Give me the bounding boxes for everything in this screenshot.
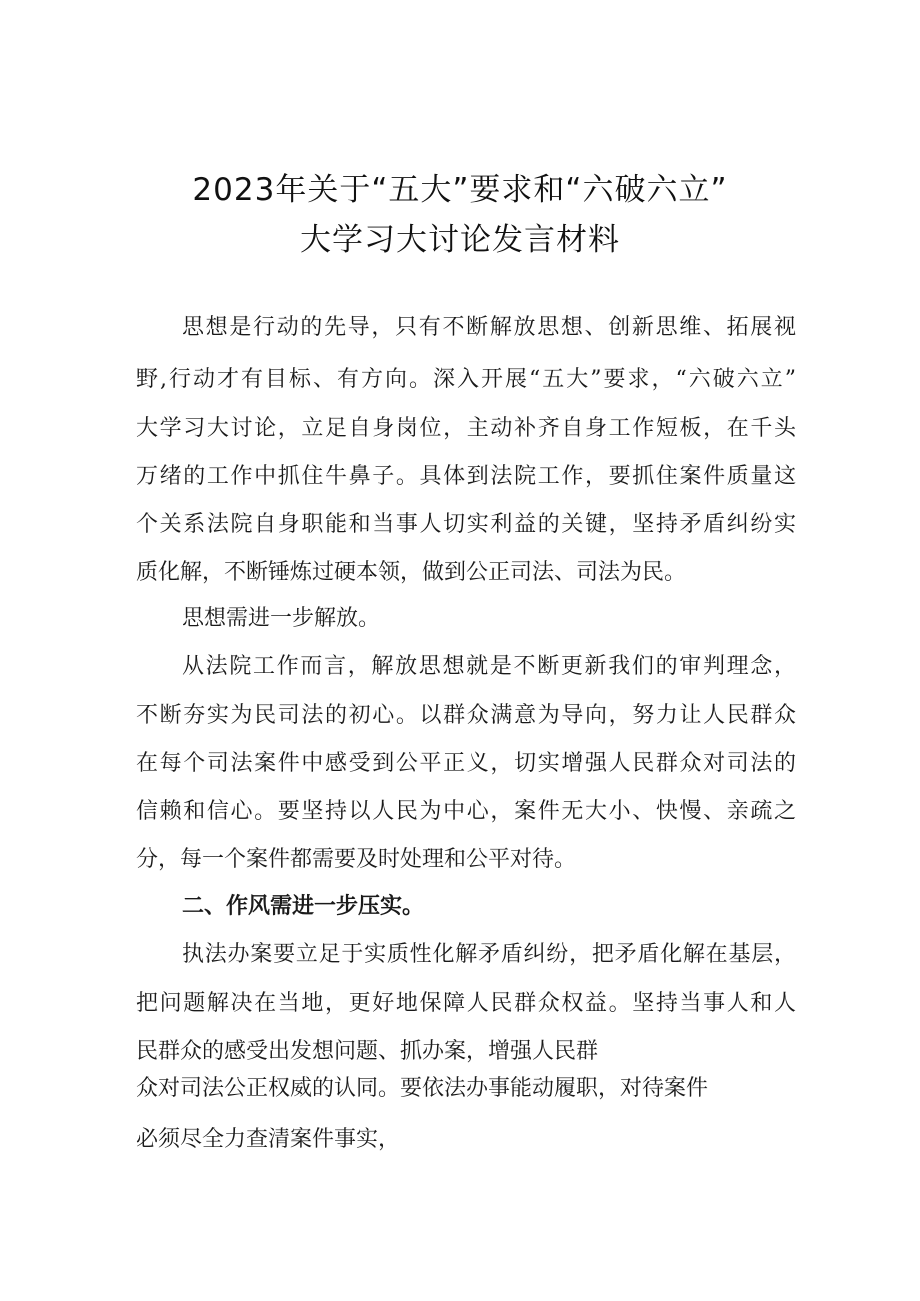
- paragraph-1-line-5: 个关系法院自身职能和当事人切实利益的关键，坚持矛盾纠纷实: [136, 512, 796, 537]
- paragraph-1-line-3: 大学习大讨论，立足自身岗位，主动补齐自身工作短板，在千头: [136, 416, 796, 441]
- paragraph-1-line-2: 野,行动才有目标、有方向。深入开展“五大”要求，“六破六立”: [136, 367, 796, 392]
- paragraph-3-line-4: 众对司法公正权威的认同。要依法办事能动履职，对待案件: [136, 1076, 709, 1101]
- paragraph-2-line-4: 信赖和信心。要坚持以人民为中心，案件无大小、快慢、亲疏之: [136, 799, 796, 824]
- paragraph-2-line-5: 分，每一个案件都需要及时处理和公平对待。: [136, 847, 577, 872]
- paragraph-2-line-1: 从法院工作而言，解放思想就是不断更新我们的审判理念，: [182, 654, 796, 679]
- paragraph-3-line-2: 把问题解决在当地，更好地保障人民群众权益。坚持当事人和人: [136, 991, 796, 1016]
- paragraph-1-line-1: 思想是行动的先导，只有不断解放思想、创新思维、拓展视: [182, 315, 796, 340]
- paragraph-2-line-3: 在每个司法案件中感受到公平正义，切实增强人民群众对司法的: [136, 751, 796, 776]
- document-title-line-1: 2023年关于“五大”要求和“六破六立”: [192, 172, 728, 208]
- document-title-line-2: 大学习大讨论发言材料: [300, 222, 620, 258]
- paragraph-3-line-3: 民群众的感受出发想问题、抓办案，增强人民群: [136, 1039, 599, 1064]
- section-two-heading: 二、作风需进一步压实。: [182, 894, 425, 919]
- paragraph-3-line-1: 执法办案要立足于实质性化解矛盾纠纷，把矛盾化解在基层，: [182, 942, 796, 967]
- paragraph-2-line-2: 不断夯实为民司法的初心。以群众满意为导向，努力让人民群众: [136, 703, 796, 728]
- paragraph-3-line-5: 必须尽全力查清案件事实，: [136, 1127, 401, 1152]
- section-one-heading: 思想需进一步解放。: [182, 606, 381, 631]
- paragraph-1-line-4: 万绪的工作中抓住牛鼻子。具体到法院工作，要抓住案件质量这: [136, 464, 796, 489]
- paragraph-1-line-6: 质化解，不断锤炼过硬本领，做到公正司法、司法为民。: [136, 560, 687, 585]
